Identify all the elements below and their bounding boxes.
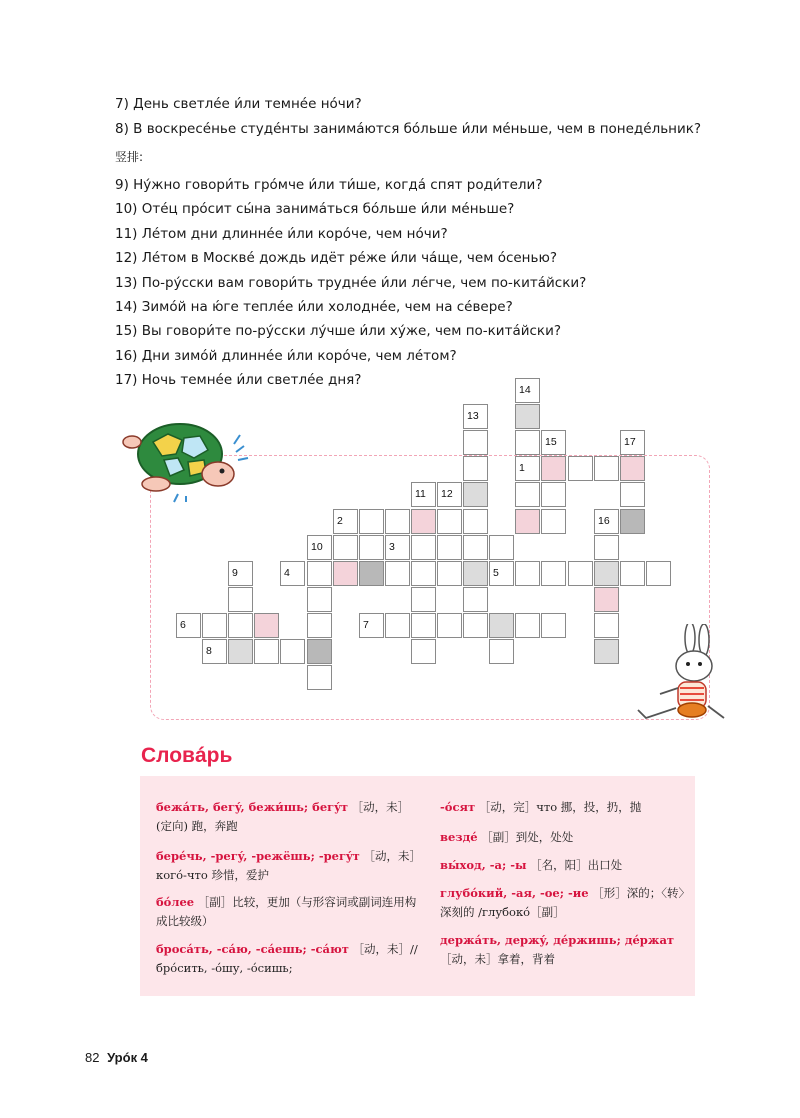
crossword-cell[interactable]	[333, 509, 358, 534]
vocab-entry	[156, 798, 421, 836]
crossword-cell[interactable]	[594, 535, 619, 560]
crossword-cell[interactable]	[333, 535, 358, 560]
vocab-word: бóлее	[156, 895, 195, 909]
lesson-label: Урóк 4	[107, 1050, 148, 1065]
vocab-entry	[440, 884, 685, 922]
crossword-cell[interactable]	[594, 639, 619, 664]
crossword-cell[interactable]	[463, 430, 488, 455]
clue-number: 16	[598, 515, 610, 527]
crossword-cell[interactable]	[515, 509, 540, 534]
crossword-cell[interactable]	[437, 535, 462, 560]
crossword-cell[interactable]	[437, 561, 462, 586]
crossword-cell[interactable]	[541, 456, 566, 481]
crossword-cell[interactable]	[411, 509, 436, 534]
question-16: 16) Дни зимóй длиннée и́ли корóче, чем лéтом?	[115, 348, 457, 364]
crossword-cell[interactable]	[515, 561, 540, 586]
clue-number: 1	[519, 462, 525, 474]
vocab-gloss: ［副］到处，处处	[481, 830, 574, 844]
question-11: 11) Лéтом дни длиннée и́ли корóче, чем нóчи?	[115, 226, 448, 242]
crossword-cell[interactable]	[307, 613, 332, 638]
vocab-entry	[156, 940, 421, 978]
crossword-cell[interactable]	[541, 430, 566, 455]
clue-number: 6	[180, 619, 186, 631]
crossword-cell[interactable]	[307, 587, 332, 612]
question-13: 13) По-рýсски вам говори́ть труднée и́ли лéгче, чем по-китáйски?	[115, 275, 587, 291]
vocab-gloss: ［动，未］拿着，背着	[440, 952, 555, 966]
vocab-gloss: ［名，阳］出口处	[530, 858, 623, 872]
clue-number: 5	[493, 567, 499, 579]
crossword-cell[interactable]	[594, 561, 619, 586]
crossword-cell[interactable]	[307, 665, 332, 690]
question-14: 14) Зимóй на ю́ге теплée и́ли холоднée, чем на сéвере?	[115, 299, 513, 315]
crossword-cell[interactable]	[411, 535, 436, 560]
vocab-gloss: ［副］比较，更加（与形容词或副词连用构成比较级）	[156, 895, 417, 928]
clue-number: 17	[624, 436, 636, 448]
crossword-cell[interactable]	[489, 561, 514, 586]
crossword-cell[interactable]	[620, 509, 645, 534]
vocab-entry	[440, 931, 685, 969]
question-17: 17) Ночь темнée и́ли светлée дня?	[115, 372, 362, 388]
crossword-cell[interactable]	[515, 404, 540, 429]
clue-number: 8	[206, 645, 212, 657]
crossword-cell[interactable]	[280, 639, 305, 664]
vocab-gloss: ［形］深的；〈转〉深刻的 /глубокó［副］	[440, 886, 685, 919]
crossword-cell[interactable]	[254, 639, 279, 664]
question-9: 9) Нýжно говори́ть грóмче и́ли ти́ше, когдá спят роди́тели?	[115, 177, 543, 193]
crossword-cell[interactable]	[620, 482, 645, 507]
question-8: 8) В воскресéнье студéнты занимáются бóльше и́ли мéньше, чем в понедéльник?	[115, 121, 702, 137]
crossword-cell[interactable]	[437, 613, 462, 638]
vocab-gloss: ［动，未］когó-что 珍惜，爱护	[156, 849, 421, 882]
vocab-gloss: ［动，完］что 挪，投，扔，抛	[478, 800, 642, 814]
crossword-cell[interactable]	[463, 482, 488, 507]
vocab-entry	[440, 798, 685, 817]
vocab-gloss: ［动，未］//брóсить, -óшу, -óсишь;	[156, 942, 418, 975]
crossword-cell[interactable]	[515, 456, 540, 481]
clue-number: 7	[363, 619, 369, 631]
crossword-cell[interactable]	[463, 613, 488, 638]
crossword-cell[interactable]	[463, 456, 488, 481]
vocab-entry	[156, 847, 421, 885]
crossword-cell[interactable]	[541, 509, 566, 534]
question-15: 15) Вы говори́те по-рýсски лýчше и́ли хýже, чем по-китáйски?	[115, 323, 562, 339]
crossword-cell[interactable]	[515, 378, 540, 403]
crossword-cell[interactable]	[411, 613, 436, 638]
crossword-cell[interactable]	[620, 430, 645, 455]
crossword-cell[interactable]	[280, 561, 305, 586]
crossword-cell[interactable]	[359, 613, 384, 638]
question-10: 10) Отéц прóсит сы́на занимáться бóльше и́ли мéньше?	[115, 201, 515, 217]
question-7: 7) День светлée и́ли темнée нóчи?	[115, 96, 362, 112]
vocab-word: глубóкий, -ая, -ое; -ие	[440, 886, 589, 900]
clue-number: 12	[441, 488, 453, 500]
crossword-cell[interactable]	[541, 613, 566, 638]
crossword-cell[interactable]	[228, 613, 253, 638]
crossword-cell[interactable]	[228, 587, 253, 612]
crossword-cell[interactable]	[463, 404, 488, 429]
section-vertical-label: 竖排:	[115, 150, 144, 164]
clue-number: 4	[284, 567, 290, 579]
clue-number: 10	[311, 541, 323, 553]
crossword-cell[interactable]	[307, 535, 332, 560]
vocab-word: вездé	[440, 830, 478, 844]
crossword-cell[interactable]	[359, 535, 384, 560]
crossword-cell[interactable]	[411, 587, 436, 612]
crossword-cell[interactable]	[463, 561, 488, 586]
crossword-cell[interactable]	[515, 613, 540, 638]
vocab-entry	[156, 893, 421, 931]
vocab-gloss: ［动，未］(定向) 跑，奔跑	[156, 800, 410, 833]
clue-number: 13	[467, 410, 479, 422]
crossword-cell[interactable]	[202, 613, 227, 638]
crossword-cell[interactable]	[307, 639, 332, 664]
crossword-cell[interactable]	[359, 509, 384, 534]
vocabulary-title: Словáрь	[141, 744, 233, 767]
vocabulary-box	[140, 776, 695, 996]
crossword-cell[interactable]	[568, 561, 593, 586]
vocab-word: бросáть, -сáю, -сáешь; -сáют	[156, 942, 349, 956]
crossword-cell[interactable]	[333, 561, 358, 586]
crossword-cell[interactable]	[489, 639, 514, 664]
crossword-cell[interactable]	[385, 613, 410, 638]
clue-number: 3	[389, 541, 395, 553]
crossword-cell[interactable]	[411, 639, 436, 664]
crossword-cell[interactable]	[541, 482, 566, 507]
vocab-entry	[440, 856, 685, 875]
crossword-cell[interactable]	[228, 561, 253, 586]
clue-number: 9	[232, 567, 238, 579]
crossword-cell[interactable]	[437, 482, 462, 507]
crossword-cell[interactable]	[463, 509, 488, 534]
vocab-word: вы́ход, -а; -ы	[440, 858, 527, 872]
crossword-cell[interactable]	[254, 613, 279, 638]
clue-number: 15	[545, 436, 557, 448]
vocab-word: бежáть, бегý, бежи́шь; бегýт	[156, 800, 348, 814]
crossword-cell[interactable]	[515, 482, 540, 507]
crossword-cell[interactable]	[411, 561, 436, 586]
crossword-cell[interactable]	[541, 561, 566, 586]
crossword-cell[interactable]	[620, 456, 645, 481]
crossword-cell[interactable]	[359, 561, 384, 586]
crossword-cell[interactable]	[515, 430, 540, 455]
clue-number: 2	[337, 515, 343, 527]
vocab-word: берéчь, -регý, -режёшь; -регýт	[156, 849, 360, 863]
crossword-cell[interactable]	[437, 509, 462, 534]
question-12: 12) Лéтом в Москвé дождь идёт рéже и́ли чáще, чем óсенью?	[115, 250, 557, 266]
crossword-cell[interactable]	[202, 639, 227, 664]
clue-number: 14	[519, 384, 531, 396]
crossword-cell[interactable]	[411, 482, 436, 507]
crossword-cell[interactable]	[228, 639, 253, 664]
vocab-entry	[440, 828, 685, 847]
crossword-cell[interactable]	[594, 587, 619, 612]
crossword-cell[interactable]	[594, 509, 619, 534]
page-footer	[85, 1050, 148, 1065]
crossword-cell[interactable]	[385, 509, 410, 534]
crossword-cell[interactable]	[594, 456, 619, 481]
crossword-cell[interactable]	[463, 587, 488, 612]
crossword-cell[interactable]	[307, 561, 332, 586]
crossword-cell[interactable]	[385, 535, 410, 560]
crossword-cell[interactable]	[620, 561, 645, 586]
vocab-word: держáть, держý, дéржишь; дéржат	[440, 933, 675, 947]
crossword-cell[interactable]	[594, 613, 619, 638]
clue-number: 11	[415, 488, 426, 500]
crossword-cell[interactable]	[489, 613, 514, 638]
crossword-cell[interactable]	[489, 535, 514, 560]
crossword-cell[interactable]	[568, 456, 593, 481]
crossword-cell[interactable]	[385, 561, 410, 586]
crossword-cell[interactable]	[463, 535, 488, 560]
crossword-cell[interactable]	[646, 561, 671, 586]
vocab-word: -óсят	[440, 800, 476, 814]
page-number: 82	[85, 1050, 100, 1065]
crossword-cell[interactable]	[176, 613, 201, 638]
